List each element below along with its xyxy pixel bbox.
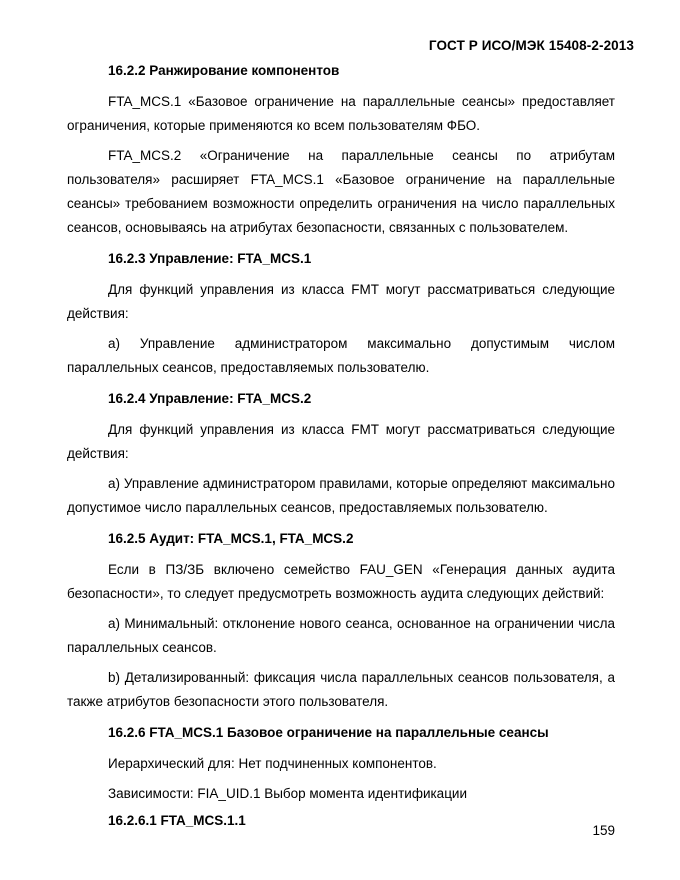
list-item: b) Детализированный: фиксация числа параллельных сеансов пользователя, а также атрибутов безопасности этого пользователя.: [67, 670, 615, 709]
section-heading-16-2-6: 16.2.6 FTA_MCS.1 Базовое ограничение на параллельные сеансы: [108, 725, 549, 740]
list-item: a) Минимальный: отклонение нового сеанса, основанное на ограничении числа параллельных сеансов.: [67, 616, 615, 655]
section-heading-16-2-2: 16.2.2 Ранжирование компонентов: [108, 63, 340, 78]
section-heading-16-2-5: 16.2.5 Аудит: FTA_MCS.1, FTA_MCS.2: [108, 531, 354, 546]
paragraph: Если в ПЗ/ЗБ включено семейство FAU_GEN «Генерация данных аудита безопасности», то следует предусмотреть возможность аудита следующих действий:: [67, 562, 615, 601]
list-item: a) Управление администратором правилами, которые определяют максимально допустимое число параллельных сеансов, предоставляемых пользователю.: [67, 476, 615, 515]
paragraph: Зависимости: FIA_UID.1 Выбор момента идентификации: [108, 786, 468, 801]
section-heading-16-2-3: 16.2.3 Управление: FTA_MCS.1: [108, 251, 312, 266]
page-number: 159: [592, 823, 615, 838]
section-heading-16-2-6-1: 16.2.6.1 FTA_MCS.1.1: [108, 813, 246, 828]
section-heading-16-2-4: 16.2.4 Управление: FTA_MCS.2: [108, 391, 312, 406]
paragraph: Для функций управления из класса FMT могут рассматриваться следующие действия:: [67, 422, 615, 461]
paragraph: FTA_MCS.1 «Базовое ограничение на параллельные сеансы» предоставляет ограничения, которые применяются ко всем пользователям ФБО.: [67, 94, 615, 133]
paragraph: Иерархический для: Нет подчиненных компонентов.: [108, 756, 437, 771]
standard-header: ГОСТ Р ИСО/МЭК 15408-2-2013: [428, 38, 634, 53]
paragraph: Для функций управления из класса FMT могут рассматриваться следующие действия:: [67, 282, 615, 321]
document-body: [67, 62, 615, 830]
list-item: a) Управление администратором максимально допустимым числом параллельных сеансов, предоставляемых пользователю.: [67, 336, 615, 375]
paragraph: FTA_MCS.2 «Ограничение на параллельные сеансы по атрибутам пользователя» расширяет FTA_MCS.1 «Базовое ограничение на параллельные сеансы» требованием возможности определить ограничения на число параллельных сеансов, основываясь на атрибутах безопасности, связанных с пользователем.: [67, 148, 615, 235]
